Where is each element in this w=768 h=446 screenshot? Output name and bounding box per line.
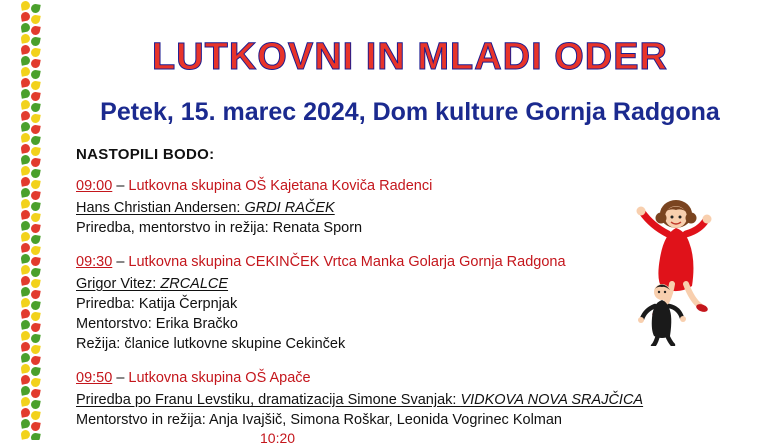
border-ornament [18,22,44,33]
entry-detail-line [76,390,736,410]
border-ornament [18,308,44,319]
border-ornament [18,198,44,209]
entry-detail-text: Hans Christian Andersen: [76,200,245,216]
border-ornament [18,77,44,88]
border-ornament [18,110,44,121]
border-ornament [18,242,44,253]
border-ornament [18,165,44,176]
border-ornament [18,44,44,55]
border-ornament [18,99,44,110]
border-ornament [18,132,44,143]
entry-time: 09:30 [76,254,113,270]
performance-entry [76,368,736,430]
page-title: LUTKOVNI IN MLADI ODER [152,36,668,78]
border-ornament [18,209,44,220]
entry-detail-text: Priredba po Franu Levstiku, dramatizacija Simone Svanjak: [76,392,461,408]
border-ornament [18,220,44,231]
border-ornament [18,11,44,22]
decorative-border-strip [18,0,44,440]
border-ornament [18,176,44,187]
border-ornament [18,374,44,385]
border-ornament [18,231,44,242]
dancing-girl-illustration [628,196,760,346]
entry-header [76,368,736,388]
entry-work-title: VIDKOVA NOVA SRAJČICA [460,392,644,408]
border-ornament [18,187,44,198]
border-ornament [18,385,44,396]
border-ornament [18,319,44,330]
border-ornament [18,154,44,165]
border-ornament [18,297,44,308]
entry-detail-text: Priredba: Katija Čerpnjak [76,296,238,312]
entry-dash: – [112,370,129,386]
entry-group-name: Lutkovna skupina OŠ Kajetana Koviča Radenci [128,178,433,194]
entry-group-name: Lutkovna skupina CEKINČEK Vrtca Manka Golarja Gornja Radgona [128,254,566,270]
entry-time: 09:00 [76,178,113,194]
border-ornament [18,55,44,66]
border-ornament [18,341,44,352]
entry-dash: – [112,178,129,194]
entry-work-title: GRDI RAČEK [244,200,335,216]
border-ornament [18,253,44,264]
border-ornament [18,88,44,99]
border-ornament [18,330,44,341]
entry-detail-text: Mentorstvo in režija: Anja Ivajšič, Simona Roškar, Leonida Vogrinec Kolman [76,412,562,428]
border-ornament [18,0,44,11]
border-ornament [18,407,44,418]
entry-work-title: ZRCALCE [160,276,229,292]
border-ornament [18,264,44,275]
poster-subtitle: Petek, 15. marec 2024, Dom kulture Gornja Radgona [100,98,720,126]
entry-detail-text: Grigor Vitez: [76,276,161,292]
border-ornament [18,352,44,363]
entry-group-name: Lutkovna skupina OŠ Apače [128,370,311,386]
entry-detail-text: Mentorstvo: Erika Bračko [76,316,238,332]
entry-detail-text: Priredba, mentorstvo in režija: Renata Sporn [76,220,363,236]
border-ornament [18,121,44,132]
border-ornament [18,429,44,440]
border-ornament [18,396,44,407]
border-ornament [18,286,44,297]
entry-detail-text: Režija: članice lutkovne skupine Cekinček [76,336,346,352]
border-ornament [18,418,44,429]
border-ornament [18,66,44,77]
border-ornament [18,143,44,154]
entry-time: 09:50 [76,370,113,386]
border-ornament [18,275,44,286]
entry-detail-line [76,410,736,430]
border-ornament [18,33,44,44]
border-ornament [18,363,44,374]
section-label: NASTOPILI BODO: [76,146,215,163]
entry-header [76,176,736,196]
entry-dash: – [112,254,129,270]
next-entry-hint: 10:20 [260,430,296,446]
